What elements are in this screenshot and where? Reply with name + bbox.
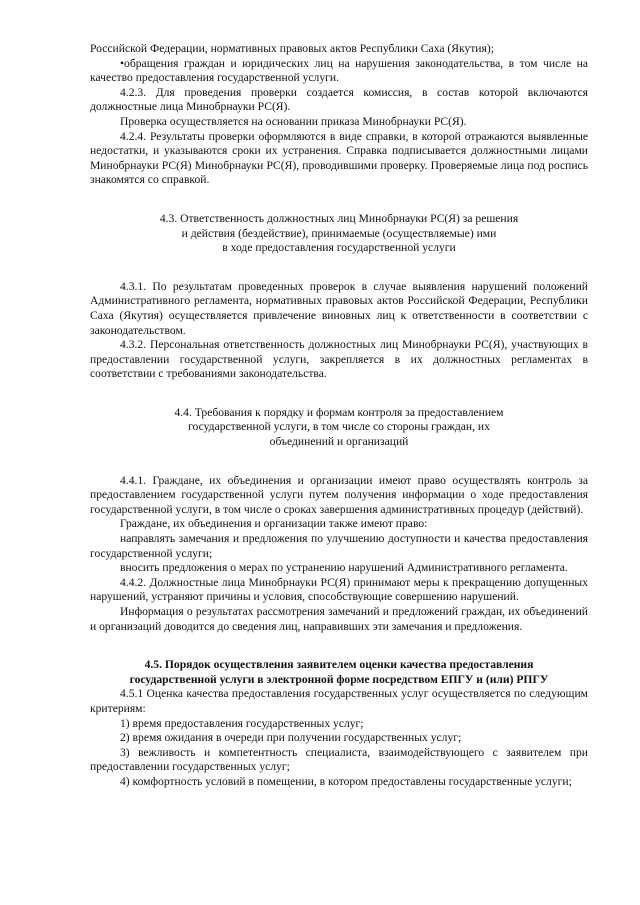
- paragraph: Проверка осуществляется на основании приказа Минобрнауки РС(Я).: [120, 114, 467, 128]
- paragraph-4-3-2: 4.3.2. Персональная ответственность должностных лиц Минобрнауки РС(Я), участвующих в предоставлении государственной услуги, закрепляется в их должностных регламентах в соответствии с требованиями законодательства.: [90, 338, 588, 381]
- bullet-item: •обращения граждан и юридических лиц на нарушения законодательства, в том числе на качество предоставления государственной услуги.: [90, 56, 588, 85]
- paragraph-4-4-1: 4.4.1. Граждане, их объединения и организации имеют право осуществлять контроль за предоставлением государственной услуги путем получения информации о ходе предоставления государственной услуги, в том числе о сроках завершения административных процедур (действий).: [90, 473, 588, 516]
- paragraph: Российской Федерации, нормативных правовых актов Республики Саха (Якутия);: [90, 42, 494, 55]
- section-heading-4-3-line-2: и действия (бездействие), принимаемые (осуществляемые) ими: [181, 226, 497, 240]
- spacer: [90, 188, 588, 212]
- paragraph: Граждане, их объединения и организации также имеют право:: [120, 517, 428, 531]
- section-heading-4-5-line-2: государственной услуги в электронной форме посредством ЕПГУ и (или) РПГУ: [129, 672, 549, 686]
- section-heading-4-4-line-1: 4.4. Требования к порядку и формам контроля за предоставлением: [174, 405, 504, 419]
- section-heading-4-3-line-1: 4.3. Ответственность должностных лиц Минобрнауки РС(Я) за решения: [159, 211, 519, 225]
- spacer: [90, 450, 588, 474]
- paragraph-4-3-1: 4.3.1. По результатам проведенных проверок в случае выявления нарушений положений Административного регламента, нормативных правовых актов Российской Федерации, Республики Саха (Якутия) осуществляется привлечение виновных лиц к ответственности в соответствии с законодательством.: [90, 279, 588, 337]
- paragraph-4-2-4: 4.2.4. Результаты проверки оформляются в виде справки, в которой отражаются выявленные недостатки, и указываются сроки их устранения. Справка подписывается должностными лицами Минобрнауки РС(Я) Минобрнауки РС(Я), проводившими проверку. Проверяемые лица под роспись знакомятся со справкой.: [90, 129, 588, 187]
- spacer: [90, 382, 588, 406]
- paragraph: вносить предложения о мерах по устранению нарушений Административного регламента.: [120, 561, 568, 575]
- paragraph-4-5-1: 4.5.1 Оценка качества предоставления государственных услуг осуществляется по следующим критериям:: [90, 687, 588, 715]
- section-heading-4-3-line-3: в ходе предоставления государственной услуги: [222, 241, 456, 255]
- criterion-item: 2) время ожидания в очереди при получении государственных услуг;: [120, 731, 462, 745]
- criterion-item: 1) время предоставления государственных услуг;: [120, 716, 364, 730]
- paragraph: направлять замечания и предложения по улучшению доступности и качества предоставления государственной услуги;: [90, 532, 588, 560]
- criterion-item: 4) комфортность условий в помещении, в котором предоставлены государственные услуги;: [120, 774, 572, 788]
- section-heading-4-4-line-3: объединений и организаций: [269, 435, 409, 449]
- section-heading-4-5-line-1: 4.5. Порядок осуществления заявителем оценки качества предоставления: [144, 658, 534, 672]
- section-heading-4-4-line-2: государственной услуги, в том числе со стороны граждан, их: [188, 420, 490, 434]
- criterion-item: 3) вежливость и компетентность специалиста, взаимодействующего с заявителем при предоставлении государственных услуг;: [90, 745, 588, 774]
- paragraph: Информация о результатах рассмотрения замечаний и предложений граждан, их объединений и организаций доводится до сведения лиц, направивших эти замечания и предложения.: [90, 605, 588, 633]
- spacer: [90, 256, 588, 280]
- paragraph-4-2-3: 4.2.3. Для проведения проверки создается комиссия, в состав которой включаются должностные лица Минобрнауки РС(Я).: [90, 85, 588, 114]
- spacer: [90, 634, 588, 658]
- paragraph-4-4-2: 4.4.2. Должностные лица Минобрнауки РС(Я) принимают меры к прекращению допущенных нарушений, устраняют причины и условия, способствующие совершению нарушений.: [90, 575, 588, 604]
